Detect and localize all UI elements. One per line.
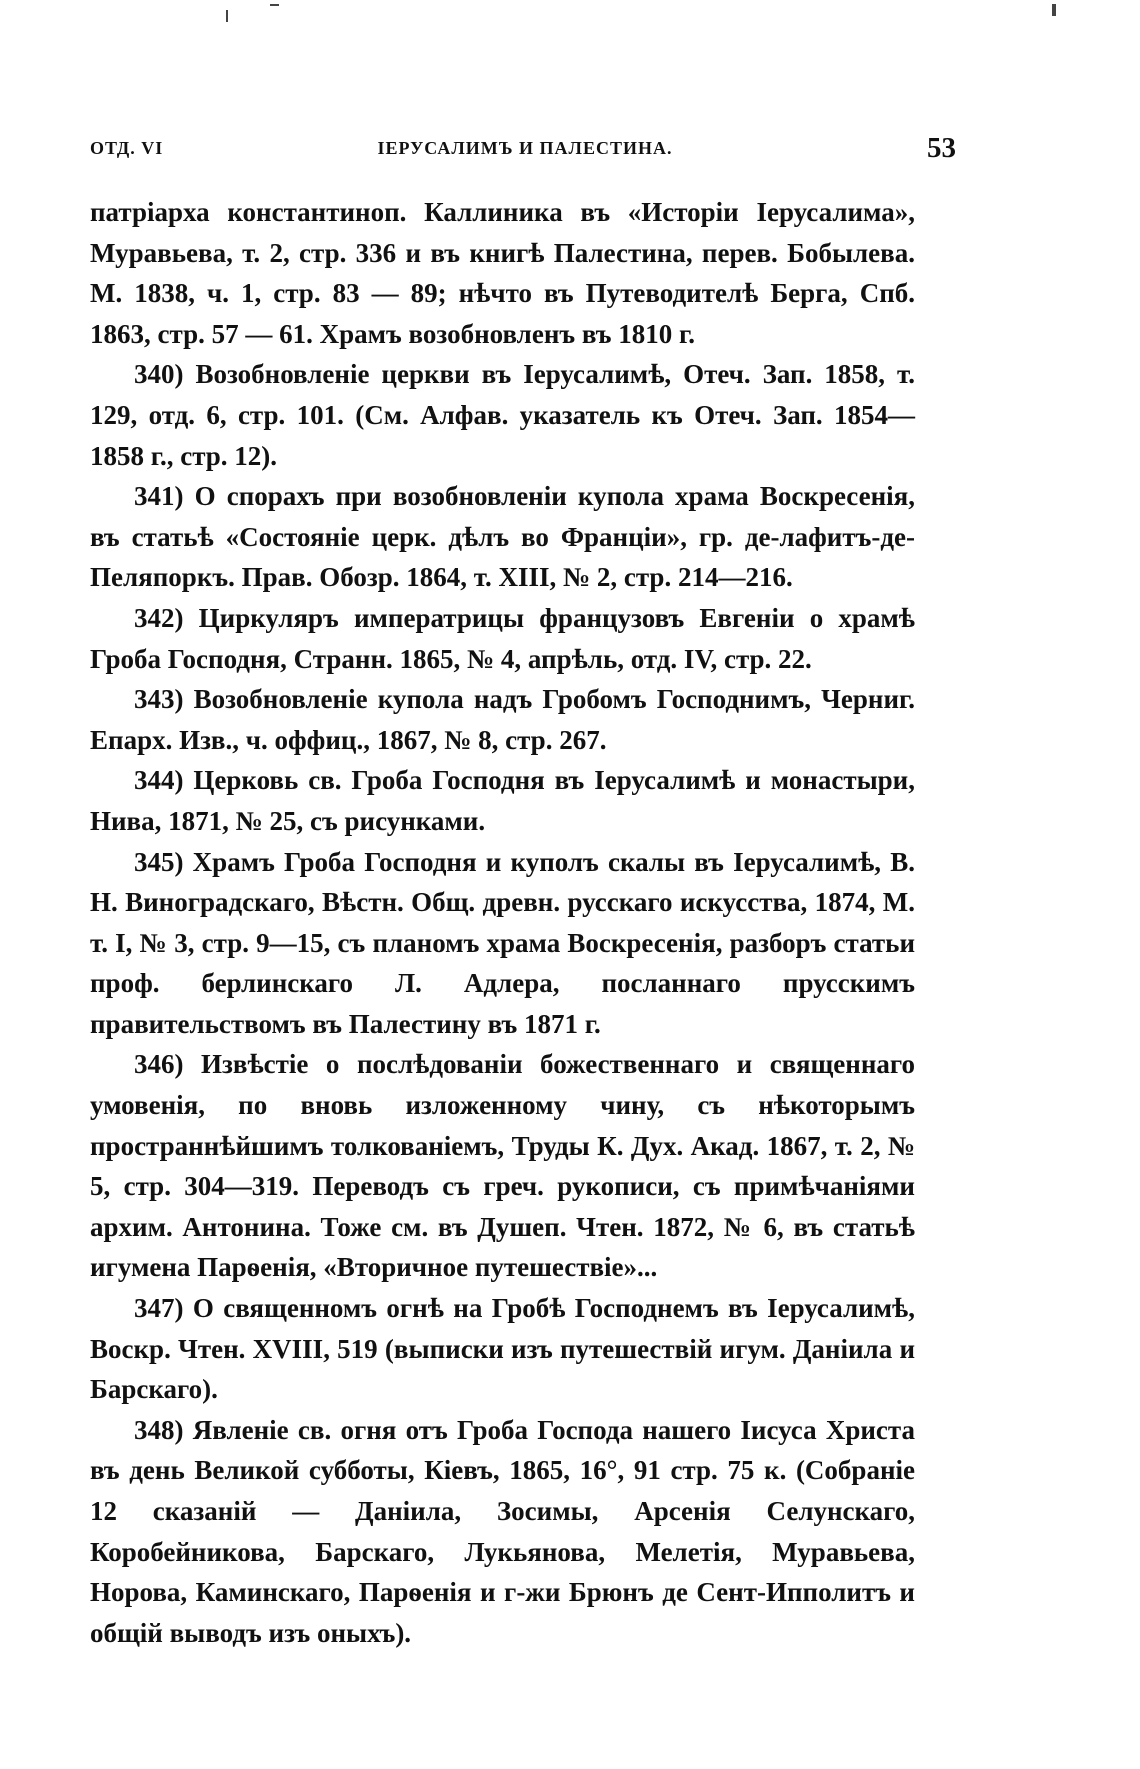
bibliography-entry-345: 345) Храмъ Гроба Господня и куполъ скалы въ Іерусалимѣ, В. Н. Виноградскаго, Вѣстн. Общ. древн. русскаго искусства, 1874, М. т. I, № 3, стр. 9—15, съ планомъ храма Воскресенія, разборъ статьи проф. берлинскаго Л. Адлера, посланнаго прусскимъ правительствомъ въ Палестину въ 1871 г. bbox=[90, 846, 915, 1039]
bibliography-entry-344: 344) Церковь св. Гроба Господня въ Іерусалимѣ и монастыри, Нива, 1871, № 25, съ рисунками. bbox=[90, 765, 915, 836]
running-title: ІЕРУСАЛИМЪ И ПАЛЕСТИНА. bbox=[377, 138, 673, 158]
scan-speck bbox=[270, 4, 279, 6]
page-number: 53 bbox=[927, 132, 956, 164]
bibliography-entry-342: 342) Циркуляръ императрицы французовъ Евгеніи о храмѣ Гроба Господня, Странн. 1865, № 4, апрѣль, отд. IV, стр. 22. bbox=[90, 602, 915, 674]
scan-speck bbox=[226, 10, 228, 22]
bibliography-entry-347: 347) О священномъ огнѣ на Гробѣ Господнемъ въ Іерусалимѣ, Воскр. Чтен. XVIII, 519 (выписки изъ путешествій игум. Даніила и Барскаго). bbox=[90, 1293, 915, 1405]
bibliography-entry-340: 340) Возобновленіе церкви въ Іерусалимѣ, Отеч. Зап. 1858, т. 129, отд. 6, стр. 101. (См. Алфав. указатель къ Отеч. Зап. 1854—1858 г., стр. 12). bbox=[90, 359, 915, 471]
bibliography-entry-348: 348) Явленіе св. огня отъ Гроба Господа нашего Іисуса Христа въ день Великой субботы, Кіевъ, 1865, 16°, 91 стр. 75 к. (Собраніе 12 сказаній — Даніила, Зосимы, Арсенія Селунскаго, Коробейникова, Барскаго, Лукьянова, Мелетія, Муравьева, Норова, Каминскаго, Парѳенія и г-жи Брюнъ де Сент-Ипполитъ и общій выводъ изъ оныхъ). bbox=[90, 1414, 915, 1648]
section-label: ОТД. VI bbox=[90, 138, 164, 158]
bibliography-entry-343: 343) Возобновленіе купола надъ Гробомъ Господнимъ, Черниг. Епарх. Изв., ч. оффиц., 1867, № 8, стр. 267. bbox=[90, 684, 915, 755]
bibliography-entry-346: 346) Извѣстіе о послѣдованіи божественнаго и священнаго умовенія, по вновь изложенному чину, съ нѣкоторымъ пространнѣйшимъ толкованіемъ, Труды К. Дух. Акад. 1867, т. 2, № 5, стр. 304—319. Переводъ съ греч. рукописи, съ примѣчаніями архим. Антонина. Тоже см. въ Душеп. Чтен. 1872, № 6, въ статьѣ игумена Парѳенія, «Вторичное путешествіе»... bbox=[90, 1049, 915, 1283]
bibliography-text bbox=[90, 192, 915, 1653]
scan-speck bbox=[1052, 4, 1056, 16]
running-header bbox=[90, 134, 960, 174]
bibliography-entry-continuation: патріарха константиноп. Каллиника въ «Исторіи Іерусалима», Муравьева, т. 2, стр. 336 и въ книгѣ Палестина, перев. Бобылева. М. 1838, ч. 1, стр. 83 — 89; нѣчто въ Путеводителѣ Берга, Спб. 1863, стр. 57 — 61. Храмъ возобновленъ въ 1810 г. bbox=[90, 197, 915, 349]
bibliography-entry-341: 341) О спорахъ при возобновленіи купола храма Воскресенія, въ статьѣ «Состояніе церк. дѣлъ во Франціи», гр. де-лафитъ-де-Пеляпоркъ. Прав. Обозр. 1864, т. XIII, № 2, стр. 214—216. bbox=[90, 481, 915, 593]
